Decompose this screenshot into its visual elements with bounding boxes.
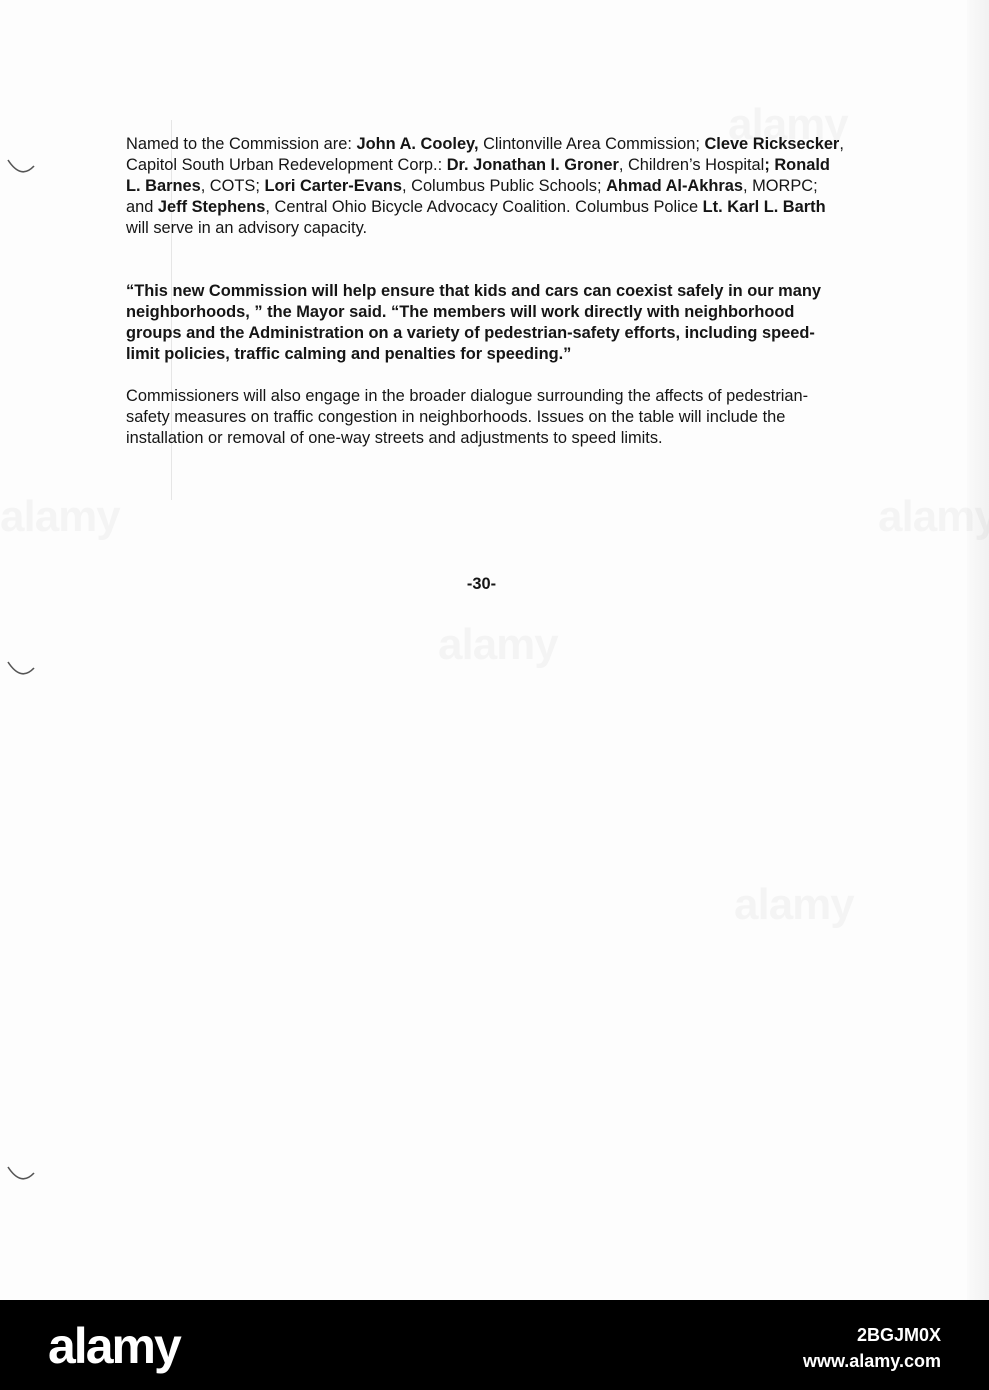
paragraph-1 [126,134,846,239]
bold-name-segment: Lori Carter-Evans [264,177,402,195]
punch-hole-icon [6,1165,36,1183]
bold-name-segment: John A. Cooley, [356,135,479,153]
bold-name-segment: Dr. Jonathan I. Groner [446,156,619,174]
text-segment: , MORPC; and [126,177,818,216]
watermark-text [438,620,558,670]
commission-members-paragraph [126,134,846,239]
text-segment: , COTS; [200,177,265,195]
punch-hole-icon [6,660,36,678]
commissioners-paragraph [126,386,846,449]
text-segment: Clintonville Area Commission; [478,135,705,153]
bold-name-segment: Jeff Stephens [157,198,266,216]
watermark-text [0,492,120,542]
punch-hole-icon [6,158,36,176]
page-edge [967,0,989,1300]
bold-name-segment: Ahmad Al-Akhras [606,177,743,195]
bold-name-segment: ; Ronald L. Barnes [126,156,830,195]
site-url: www.alamy.com [802,1351,941,1371]
text-segment: , Central Ohio Bicycle Advocacy Coalition. Columbus Police [265,198,703,216]
text-segment: will serve in an advisory capacity. [126,219,368,237]
bold-name-segment: Lt. Karl L. Barth [702,198,826,216]
text-segment: , Children’s Hospital [618,156,765,174]
mayor-quote-paragraph [126,281,846,365]
stock-footer-bar [0,1300,989,1390]
page-end-marker: -30- [466,575,497,593]
alamy-logo: alamy [48,1318,180,1374]
text-segment: , Columbus Public Schools; [402,177,607,195]
bold-name-segment: Cleve Ricksecker [704,135,840,153]
paragraph-2: “This new Commission will help ensure that kids and cars can coexist safely in our many neighborhoods, ” the Mayor said. “The members will work directly with neighborhood groups and the Administration on a variety of pedestrian-safety efforts, including speed-limit policies, traffic calming and penalties for speeding.” [126,282,821,363]
image-id: 2BGJM0X [856,1325,941,1345]
paragraph-3: Commissioners will also engage in the broader dialogue surrounding the affects of pedestrian-safety measures on traffic congestion in neighborhoods. Issues on the table will include the installation or removal of one-way streets and adjustments to speed limits. [126,387,809,447]
text-segment: , Capitol South Urban Redevelopment Corp.: [126,135,844,174]
footer-meta [803,1322,941,1374]
text-segment: Named to the Commission are: [126,135,357,153]
watermark-text [734,880,854,930]
